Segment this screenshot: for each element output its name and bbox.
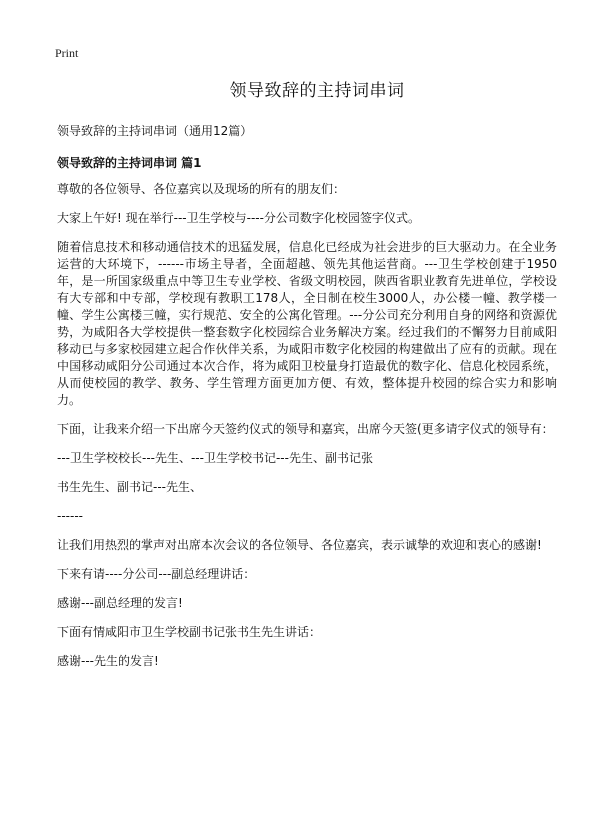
print-link[interactable]: Print <box>55 46 79 60</box>
document-subtitle: 领导致辞的主持词串词（通用12篇） <box>57 124 253 138</box>
document-page <box>57 76 557 670</box>
paragraph-thanks-2: 感谢---先生的发言! <box>57 654 159 668</box>
paragraph-opening: 大家上午好! 现在举行---卫生学校与----分公司数字化校园签字仪式。 <box>57 211 420 225</box>
paragraph-background: 随着信息技术和移动通信技术的迅猛发展，信息化已经成为社会进步的巨大驱动力。在全业务运营的大环境下，------市场主导者，全面超越、领先其他运营商。---卫生学校创建于1950年，是一所国家级重点中等卫生专业学校、省级文明校园，陕西省职业教育先进单位，学校设有大专部和中专部，学校现有教职工178人，全日制在校生3000人，办公楼一幢、教学楼一幢、学生公寓楼三幢，实行规范、安全的公寓化管理。---分公司充分利用自身的网络和资源优势，为咸阳各大学校提供一整套数字化校园综合业务解决方案。经过我们的不懈努力目前咸阳移动已与多家校园建立起合作伙伴关系，为咸阳市数字化校园的构建做出了应有的贡献。现在中国移动咸阳分公司通过本次合作，将为咸阳卫校量身打造最优的数字化、信息化校园系统，从而使校园的教学、教务、学生管理方面更加方便、有效，整体提升校园的综合实力和影响力。 <box>57 240 557 407</box>
paragraph-invite-2: 下面有情咸阳市卫生学校副书记张书生先生讲话： <box>57 625 322 639</box>
paragraph-leaders-2: 书生先生、副书记---先生、 <box>57 480 202 494</box>
paragraph-greeting: 尊敬的各位领导、各位嘉宾以及现场的所有的朋友们： <box>57 182 346 196</box>
paragraph-invite-1: 下来有请----分公司---副总经理讲话： <box>57 567 256 581</box>
paragraph-introduction: 下面，让我来介绍一下出席今天签约仪式的领导和嘉宾，出席今天签(更多请字仪式的领导有： <box>57 422 554 436</box>
document-title: 领导致辞的主持词串词 <box>229 81 405 101</box>
section-heading: 领导致辞的主持词串词 篇1 <box>57 156 202 170</box>
paragraph-thanks-1: 感谢---副总经理的发言! <box>57 596 183 610</box>
paragraph-leaders-1: ---卫生学校校长---先生、---卫生学校书记---先生、副书记张 <box>57 451 373 465</box>
paragraph-separator: ------ <box>57 509 83 523</box>
paragraph-applause: 让我们用热烈的掌声对出席本次会议的各位领导、各位嘉宾，表示诚挚的欢迎和衷心的感谢! <box>57 538 542 552</box>
